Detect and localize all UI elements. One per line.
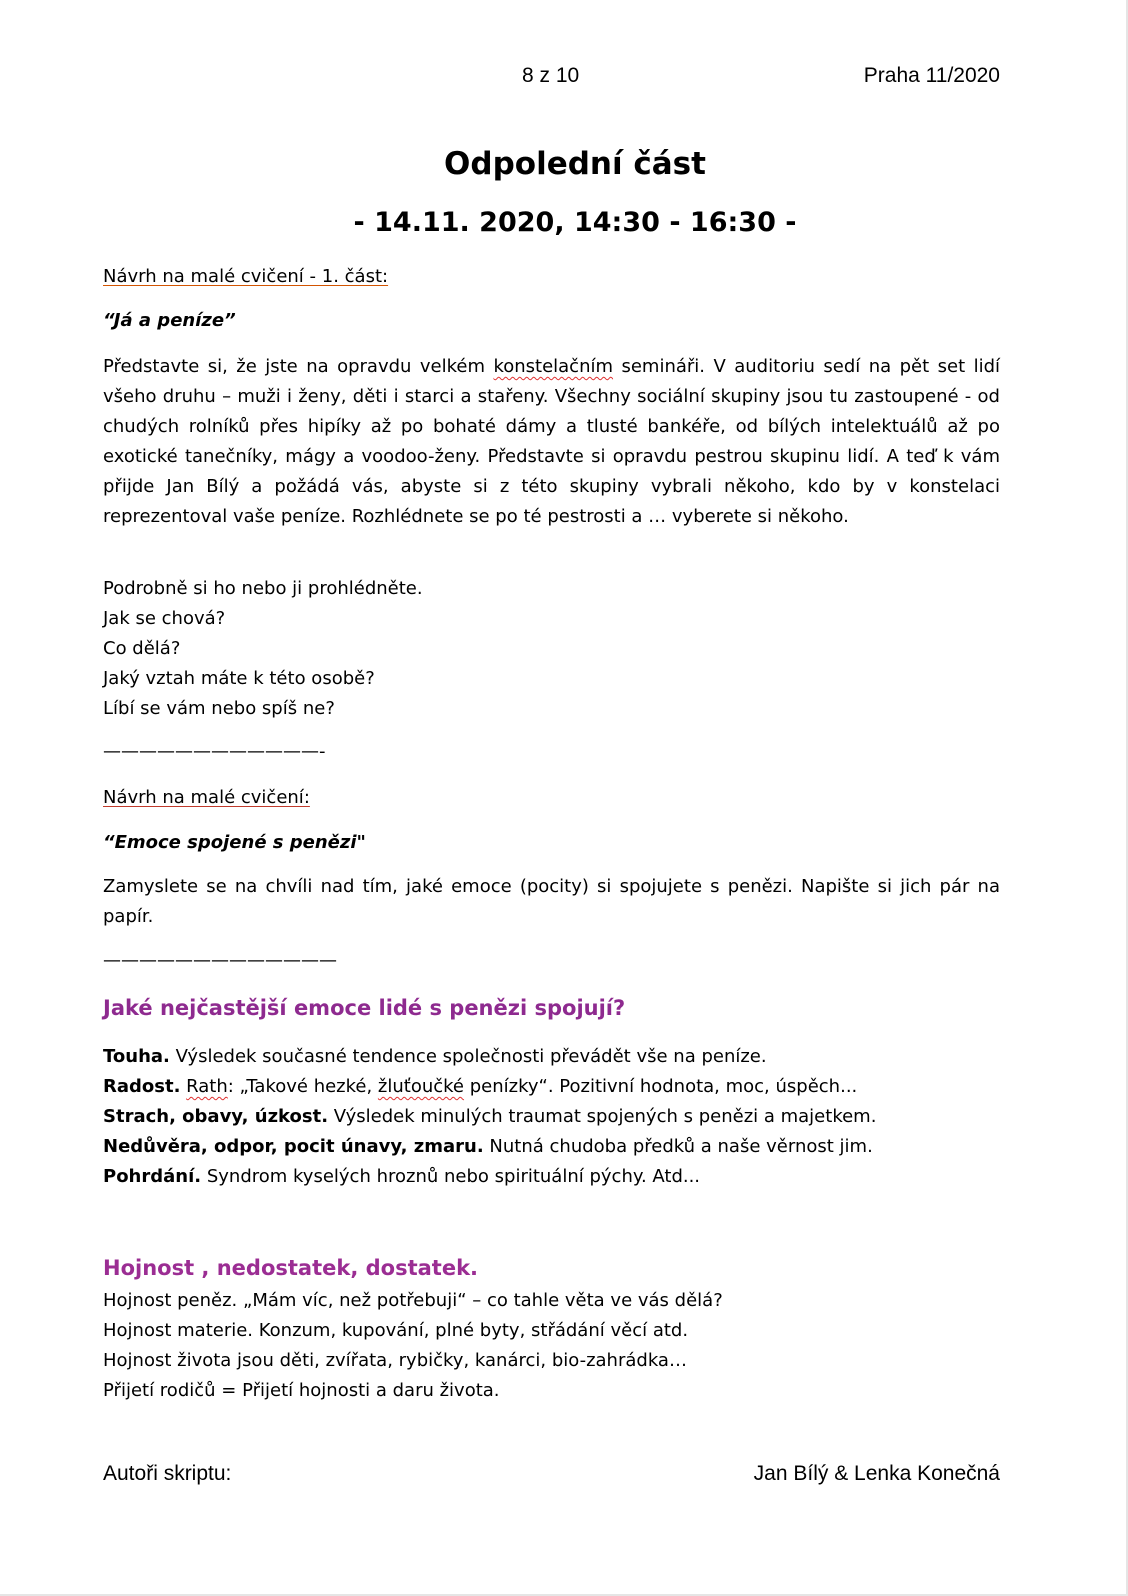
exercise2-name: “Emoce spojené s penězi	[103, 832, 357, 853]
exercise2-paragraph	[103, 872, 1000, 932]
abundance-line: Hojnost peněz. „Mám víc, než potřebuji“ – co tahle věta ve vás dělá?	[103, 1290, 723, 1311]
emotion-term: Strach, obavy, úzkost.	[103, 1106, 329, 1127]
question-line: Co dělá?	[103, 638, 181, 659]
paragraph-line: reprezentoval vaše peníze. Rozhlédnete se po té pestrosti a … vyberete si někoho.	[103, 506, 849, 527]
paragraph-line: exotické tanečníky, mágy a voodoo-ženy. Představte si opravdu pestrou skupinu lidí. A teď k vám	[103, 446, 1000, 467]
emotion-desc: penízky“. Pozitivní hodnota, moc, úspěch...	[464, 1076, 858, 1097]
separator-2: —————————————	[103, 950, 337, 971]
exercise1-name-block	[103, 306, 1000, 336]
text-run: semináři. V auditoriu sedí na pět set lidí	[613, 356, 1000, 377]
emotion-desc: Výsledek současné tendence společnosti převádět vše na peníze.	[169, 1046, 767, 1067]
spell-flagged-word: Rath	[186, 1076, 228, 1097]
header-place-date: Praha 11/2020	[863, 64, 1000, 87]
emotion-term: Touha.	[103, 1046, 170, 1067]
emotion-term: Pohrdání.	[103, 1166, 202, 1187]
exercise2-label: Návrh na malé cvičení:	[103, 787, 310, 808]
emotion-term: Radost.	[103, 1076, 181, 1097]
emotion-desc: Syndrom kyselých hroznů nebo spirituální pýchy. Atd...	[201, 1166, 701, 1187]
abundance-list	[103, 1286, 1000, 1406]
question-line: Jaký vztah máte k této osobě?	[103, 668, 375, 689]
exercise1-questions	[103, 574, 1000, 724]
abundance-line: Přijetí rodičů = Přijetí hojnosti a daru života.	[103, 1380, 500, 1401]
exercise1-name: “Já a peníze”	[103, 310, 236, 331]
exercise2-label-block	[103, 783, 1000, 813]
paragraph-line: všeho druhu – muži i ženy, děti i starci a stařeny. Všechny sociální skupiny jsou tu zastoupené - od	[103, 386, 1000, 407]
emotion-item	[103, 1162, 1000, 1192]
emotion-item	[103, 1132, 1000, 1162]
paragraph-line	[103, 352, 1000, 382]
emotion-item	[103, 1042, 1000, 1072]
emotion-item	[103, 1102, 1000, 1132]
emotions-heading: Jaké nejčastější emoce lidé s penězi spojují?	[103, 996, 626, 1020]
abundance-heading: Hojnost , nedostatek, dostatek.	[103, 1256, 479, 1280]
exercise1-label-block	[103, 262, 1000, 292]
paragraph-line: chudých rolníků přes hipíky až po bohaté dámy a tlusté bankéře, od bílých intelektuálů až po	[103, 416, 1000, 437]
spell-flagged-word: konstelačním	[493, 356, 614, 377]
exercise1-paragraph	[103, 352, 1000, 532]
page-subtitle: - 14.11. 2020, 14:30 - 16:30 -	[353, 207, 797, 238]
separator-1: ————————————-	[103, 741, 326, 762]
question-line: Podrobně si ho nebo ji prohlédněte.	[103, 578, 423, 599]
page-number: 8 z 10	[522, 64, 580, 87]
page-title: Odpolední část	[444, 146, 706, 182]
question-line: Líbí se vám nebo spíš ne?	[103, 698, 335, 719]
authors-label: Autoři skriptu:	[103, 1462, 232, 1485]
emotion-desc: Nutná chudoba předků a naše věrnost jim.	[483, 1136, 873, 1157]
question-line: Jak se chová?	[103, 608, 226, 629]
text-run: Představte si, že jste na opravdu velkém	[103, 356, 494, 377]
exercise2-name-block	[103, 828, 1000, 858]
emotion-desc: : „Takové hezké,	[227, 1076, 378, 1097]
emotion-item	[103, 1072, 1000, 1102]
exercise1-label: Návrh na malé cvičení - 1. část:	[103, 266, 389, 287]
emotions-list	[103, 1042, 1000, 1192]
abundance-line: Hojnost života jsou děti, zvířata, rybičky, kanárci, bio-zahrádka…	[103, 1350, 687, 1371]
paragraph-line: Zamyslete se na chvíli nad tím, jaké emoce (pocity) si spojujete s penězi. Napište si jich pár na	[103, 876, 1000, 897]
abundance-line: Hojnost materie. Konzum, kupování, plné byty, střádání věcí atd.	[103, 1320, 689, 1341]
paragraph-line: papír.	[103, 906, 154, 927]
authors-names: Jan Bílý & Lenka Konečná	[753, 1462, 1000, 1485]
emotion-desc: Výsledek minulých traumat spojených s penězi a majetkem.	[328, 1106, 877, 1127]
exercise2-name-quote: "	[356, 832, 366, 853]
paragraph-line: přijde Jan Bílý a požádá vás, abyste si z této skupiny vybrali někoho, kdo by v konstelaci	[103, 476, 1000, 497]
emotion-term: Nedůvěra, odpor, pocit únavy, zmaru.	[103, 1136, 484, 1157]
spell-flagged-word: žluťoučké	[377, 1076, 465, 1097]
